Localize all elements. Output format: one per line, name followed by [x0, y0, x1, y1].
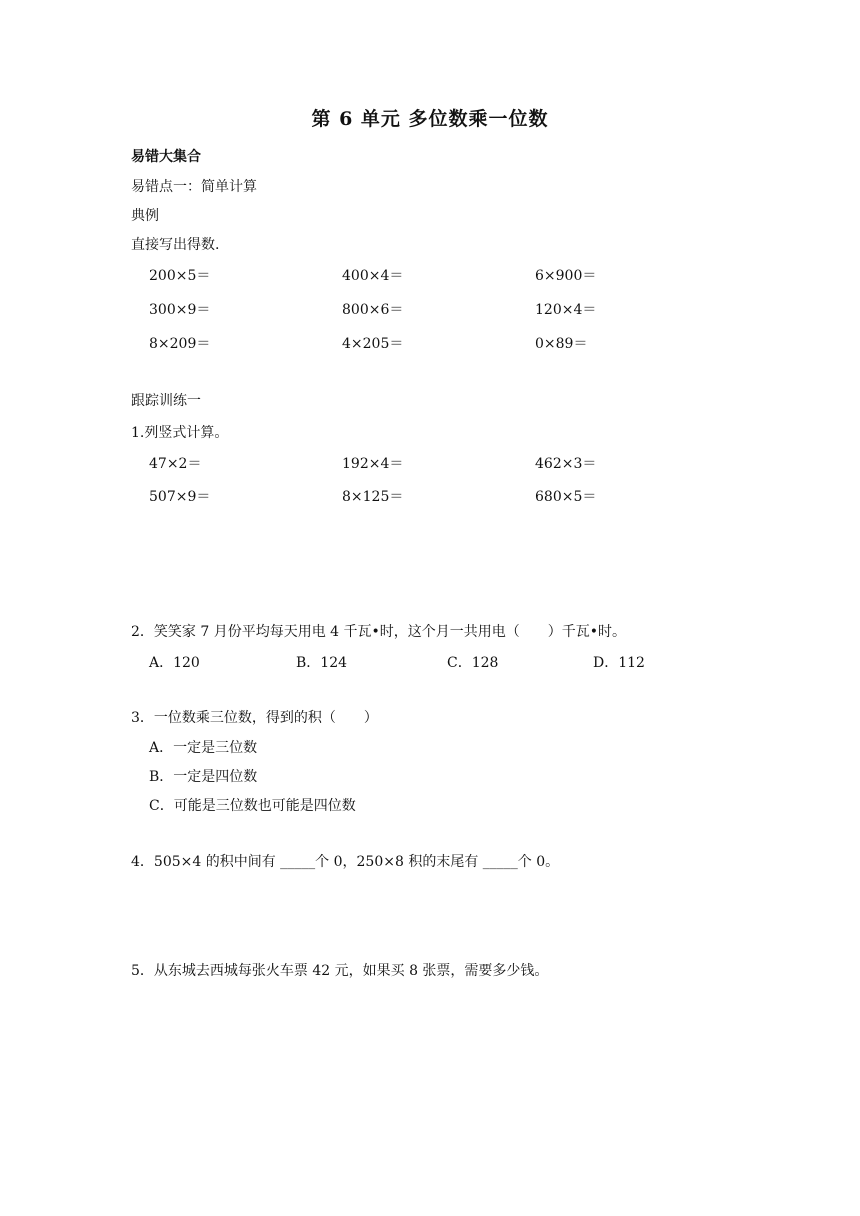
q2-option-c: C．128 [447, 655, 499, 671]
tracking-label: 跟踪训练一 [131, 393, 201, 409]
q2-option-b: B．124 [296, 655, 348, 671]
q2-option-d: D．112 [593, 655, 645, 671]
question-4-text: 4．505×4 的积中间有 _____个 0，250×8 积的末尾有 _____个 0。 [131, 854, 560, 870]
example-item: 4×205＝ [342, 336, 404, 352]
q3-option-a: A．一定是三位数 [149, 740, 258, 756]
question-3-text: 3．一位数乘三位数，得到的积（ ） [131, 710, 378, 726]
section-heading: 易错大集合 [131, 149, 201, 165]
q2-option-a: A．120 [149, 655, 200, 671]
question-2-text: 2．笑笑家 7 月份平均每天用电 4 千瓦•时，这个月一共用电（ ）千瓦•时。 [131, 624, 627, 640]
example-item: 400×4＝ [342, 268, 404, 284]
question-1-text: 1.列竖式计算。 [131, 425, 229, 441]
example-item: 200×5＝ [149, 268, 211, 284]
example-item: 800×6＝ [342, 302, 404, 318]
question-5-text: 5．从东城去西城每张火车票 42 元，如果买 8 张票，需要多少钱。 [131, 963, 549, 979]
vertical-calc-item: 507×9＝ [149, 489, 211, 505]
vertical-calc-item: 192×4＝ [342, 456, 404, 472]
example-item: 6×900＝ [535, 268, 597, 284]
example-item: 8×209＝ [149, 336, 211, 352]
vertical-calc-item: 680×5＝ [535, 489, 597, 505]
q3-option-b: B．一定是四位数 [149, 769, 258, 785]
example-item: 120×4＝ [535, 302, 597, 318]
example-item: 0×89＝ [535, 336, 588, 352]
vertical-calc-item: 47×2＝ [149, 456, 202, 472]
vertical-calc-item: 462×3＝ [535, 456, 597, 472]
vertical-calc-item: 8×125＝ [342, 489, 404, 505]
instruction-text: 直接写出得数. [131, 237, 220, 253]
page-title: 第 6 单元 多位数乘一位数 [311, 108, 549, 130]
example-item: 300×9＝ [149, 302, 211, 318]
example-label: 典例 [131, 208, 159, 224]
mistake-point-heading: 易错点一：简单计算 [131, 179, 257, 195]
q3-option-c: C．可能是三位数也可能是四位数 [149, 798, 356, 814]
